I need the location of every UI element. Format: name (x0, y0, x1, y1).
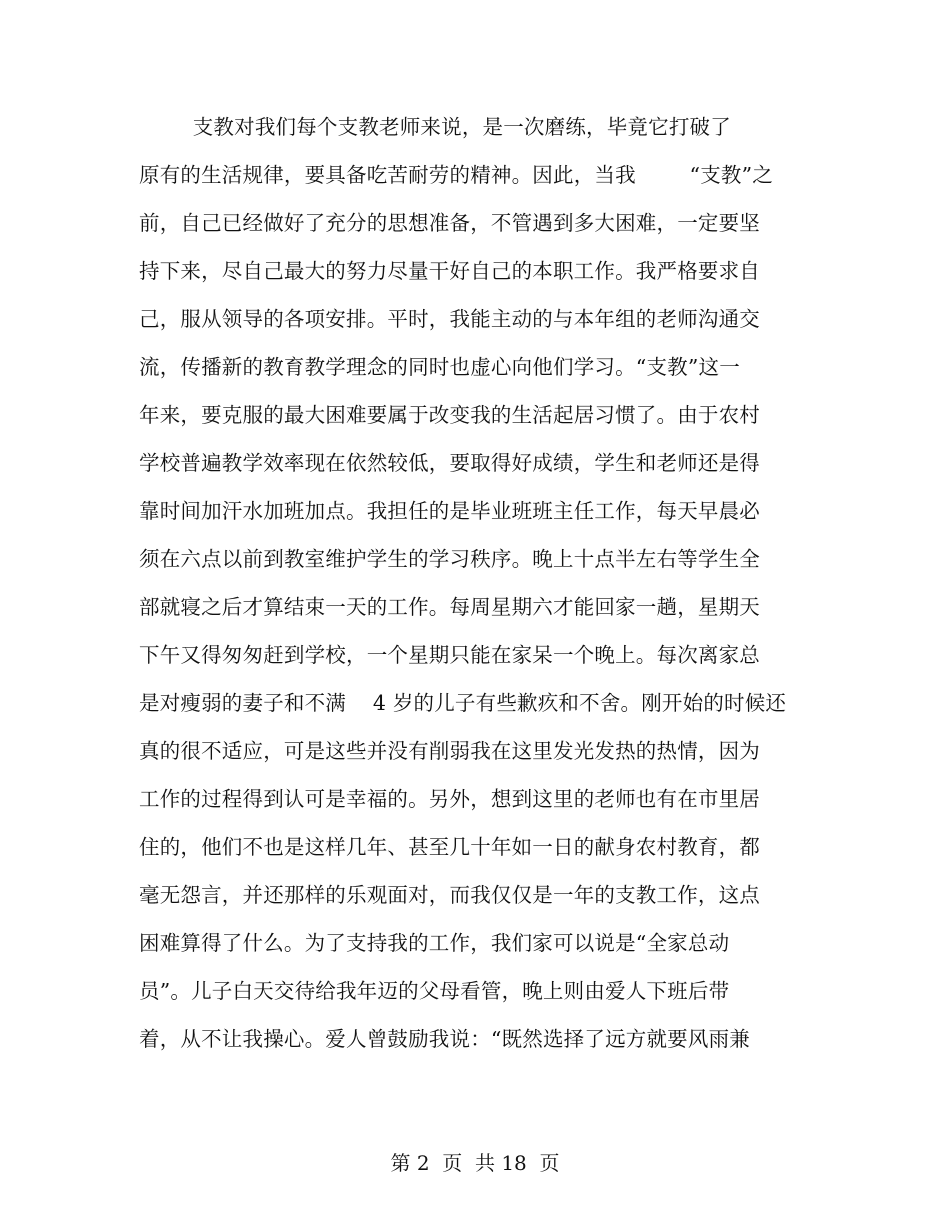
text-line: 年来，要克服的最大困难要属于改变我的生活起居习惯了。由于农村 (139, 403, 760, 427)
text-line: 原有的生活规律，要具备吃苦耐劳的精神。因此，当我 “支教”之 (139, 163, 773, 187)
text-line: 须在六点以前到教室维护学生的学习秩序。晚上十点半左右等学生全 (139, 547, 760, 571)
text-line: 学校普遍教学效率现在依然较低，要取得好成绩，学生和老师还是得 (139, 451, 760, 475)
text-line: 持下来，尽自己最大的努力尽量干好自己的本职工作。我严格要求自 (139, 259, 760, 283)
text-line: 真的很不适应，可是这些并没有削弱我在这里发光发热的热情，因为 (139, 739, 760, 763)
text-line: 己，服从领导的各项安排。平时，我能主动的与本年组的老师沟通交 (139, 307, 760, 331)
text-line: 下午又得匆匆赶到学校，一个星期只能在家呆一个晚上。每次离家总 (139, 643, 760, 667)
text-line: 着，从不让我操心。爱人曾鼓励我说：“既然选择了远方就要风雨兼 (139, 1027, 750, 1051)
page-number-footer: 第 2 页 共 18 页 (390, 1151, 560, 1175)
text-line: 工作的过程得到认可是幸福的。另外，想到这里的老师也有在市里居 (139, 787, 760, 811)
text-line: 员”。儿子白天交待给我年迈的父母看管，晚上则由爱人下班后带 (139, 979, 730, 1003)
text-line: 困难算得了什么。为了支持我的工作，我们家可以说是“全家总动 (139, 931, 730, 955)
text-line: 流，传播新的教育教学理念的同时也虚心向他们学习。“支教”这一 (139, 355, 740, 379)
text-line: 部就寝之后才算结束一天的工作。每周星期六才能回家一趟，星期天 (139, 595, 760, 619)
text-line: 是对瘦弱的妻子和不满 4 岁的儿子有些歉疚和不舍。刚开始的时候还 (139, 691, 787, 715)
text-line: 毫无怨言，并还那样的乐观面对，而我仅仅是一年的支教工作，这点 (139, 883, 760, 907)
text-line: 支教对我们每个支教老师来说，是一次磨练，毕竟它打破了 (139, 115, 731, 139)
text-line: 住的，他们不也是这样几年、甚至几十年如一日的献身农村教育，都 (139, 835, 760, 859)
text-line: 靠时间加汗水加班加点。我担任的是毕业班班主任工作，每天早晨必 (139, 499, 760, 523)
text-line: 前，自己已经做好了充分的思想准备，不管遇到多大困难，一定要坚 (139, 211, 760, 235)
